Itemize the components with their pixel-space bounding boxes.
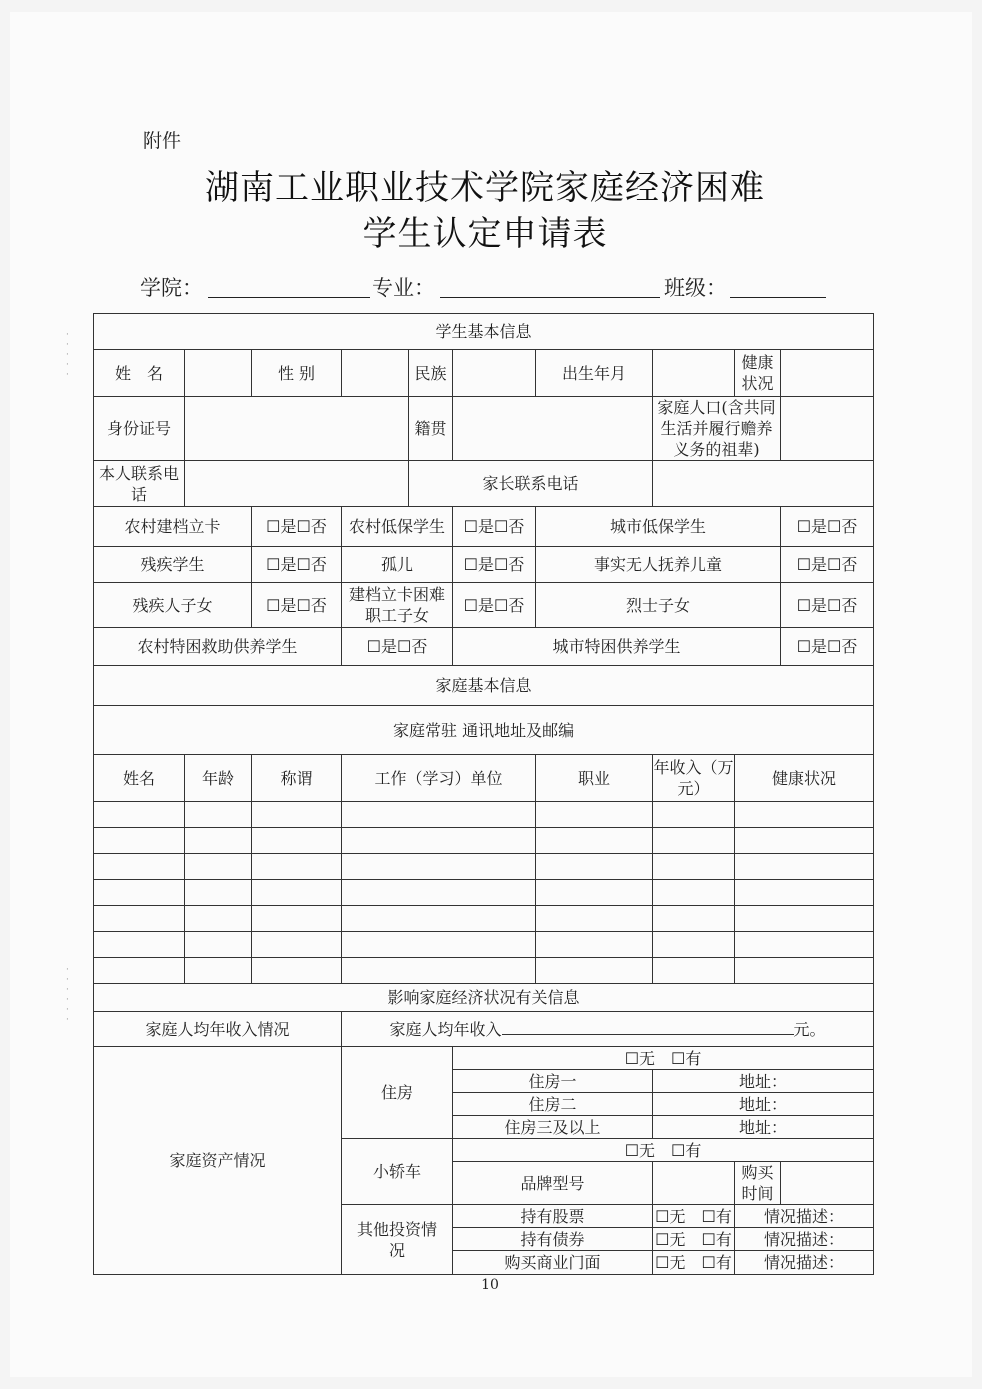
cell[interactable] (252, 958, 342, 984)
house2-label: 住房二 (453, 1093, 653, 1116)
cell[interactable] (735, 958, 874, 984)
cell[interactable] (252, 880, 342, 906)
gender-field[interactable] (342, 350, 409, 397)
name-field[interactable] (185, 350, 252, 397)
native-place-label: 籍贯 (409, 397, 453, 461)
cell[interactable] (536, 880, 653, 906)
family-col-relation: 称谓 (252, 755, 342, 802)
brand-field[interactable] (653, 1162, 735, 1205)
section-family-info: 家庭基本信息 (94, 666, 874, 706)
id-card-field[interactable] (185, 397, 409, 461)
margin-dots: · · · · · · (66, 965, 69, 1025)
cell[interactable] (342, 906, 536, 932)
disabled-parent-checkbox[interactable]: ☐是☐否 (252, 583, 342, 628)
cell[interactable] (653, 932, 735, 958)
table-row (94, 828, 874, 854)
rural-dibao-checkbox[interactable]: ☐是☐否 (453, 507, 536, 547)
family-col-age: 年龄 (185, 755, 252, 802)
cell[interactable] (94, 932, 185, 958)
cell[interactable] (94, 958, 185, 984)
ethnicity-label: 民族 (409, 350, 453, 397)
cell[interactable] (653, 854, 735, 880)
house3-label: 住房三及以上 (453, 1116, 653, 1139)
cell[interactable] (536, 958, 653, 984)
urban-dibao-label: 城市低保学生 (536, 507, 781, 547)
urban-special-checkbox[interactable]: ☐是☐否 (781, 628, 874, 666)
urban-special-label: 城市特困供养学生 (453, 628, 781, 666)
cell[interactable] (735, 880, 874, 906)
orphan-checkbox[interactable]: ☐是☐否 (453, 547, 536, 583)
class-label: 班级： (664, 276, 727, 300)
cell[interactable] (653, 802, 735, 828)
title-line-1: 湖南工业职业技术学院家庭经济困难 (205, 168, 765, 208)
family-col-income: 年收入（万元） (653, 755, 735, 802)
orphan-label: 孤儿 (342, 547, 453, 583)
cell[interactable] (94, 854, 185, 880)
shop-none-have[interactable]: ☐无 ☐有 (653, 1251, 735, 1275)
purchase-time-field[interactable] (781, 1162, 874, 1205)
cell[interactable] (342, 828, 536, 854)
class-field[interactable] (730, 297, 826, 298)
disabled-student-label: 残疾学生 (94, 547, 252, 583)
cell[interactable] (536, 932, 653, 958)
stocks-label: 持有股票 (453, 1205, 653, 1228)
cell[interactable] (342, 932, 536, 958)
cell[interactable] (735, 906, 874, 932)
cell[interactable] (653, 958, 735, 984)
housing-none-have[interactable]: ☐无 ☐有 (453, 1047, 874, 1070)
margin-dots: · · · · · (66, 330, 69, 380)
cell[interactable] (252, 854, 342, 880)
cell[interactable] (252, 906, 342, 932)
cell[interactable] (536, 802, 653, 828)
shop-desc[interactable]: 情况描述： (735, 1251, 874, 1275)
house3-address[interactable]: 地址： (653, 1116, 874, 1139)
cell[interactable] (252, 802, 342, 828)
urban-dibao-checkbox[interactable]: ☐是☐否 (781, 507, 874, 547)
car-none-have[interactable]: ☐无 ☐有 (453, 1139, 874, 1162)
table-row (94, 880, 874, 906)
family-col-occupation: 职业 (536, 755, 653, 802)
contact-label: 本人联系电 话 (94, 461, 185, 507)
native-place-field[interactable] (453, 397, 653, 461)
family-col-name: 姓名 (94, 755, 185, 802)
rural-registered-label: 农村建档立卡 (94, 507, 252, 547)
bonds-label: 持有债券 (453, 1228, 653, 1251)
cell[interactable] (735, 932, 874, 958)
parent-phone-label: 家长联系电话 (409, 461, 653, 507)
bonds-none-have[interactable]: ☐无 ☐有 (653, 1228, 735, 1251)
unsupported-child-label: 事实无人抚养儿童 (536, 547, 781, 583)
poor-worker-child-checkbox[interactable]: ☐是☐否 (453, 583, 536, 628)
rural-special-label: 农村特困救助供养学生 (94, 628, 342, 666)
major-field[interactable] (440, 297, 660, 298)
name-label: 姓 名 (94, 350, 185, 397)
housing-label: 住房 (342, 1047, 453, 1139)
car-label: 小轿车 (342, 1139, 453, 1205)
other-invest-label: 其他投资情 况 (342, 1205, 453, 1275)
martyr-child-label: 烈士子女 (536, 583, 781, 628)
title-line-2: 学生认定申请表 (362, 214, 608, 254)
cell[interactable] (653, 828, 735, 854)
cell[interactable] (342, 802, 536, 828)
house2-address[interactable]: 地址： (653, 1093, 874, 1116)
cell[interactable] (536, 828, 653, 854)
cell[interactable] (185, 906, 252, 932)
purchase-time-label: 购买时间 (735, 1162, 781, 1205)
cell[interactable] (653, 906, 735, 932)
disabled-student-checkbox[interactable]: ☐是☐否 (252, 547, 342, 583)
family-col-health: 健康状况 (735, 755, 874, 802)
application-form-table (93, 313, 874, 1275)
rural-registered-checkbox[interactable]: ☐是☐否 (252, 507, 342, 547)
poor-worker-child-label: 建档立卡困难职工子女 (342, 583, 453, 628)
cell[interactable] (185, 828, 252, 854)
table-row (94, 958, 874, 984)
cell[interactable] (342, 880, 536, 906)
shop-label: 购买商业门面 (453, 1251, 653, 1275)
health-field[interactable] (781, 350, 874, 397)
section-student-info: 学生基本信息 (94, 314, 874, 350)
rural-special-checkbox[interactable]: ☐是☐否 (342, 628, 453, 666)
assets-label: 家庭资产情况 (94, 1047, 342, 1275)
health-label: 健康状况 (735, 350, 781, 397)
cell[interactable] (94, 906, 185, 932)
cell[interactable] (735, 802, 874, 828)
cell[interactable] (536, 906, 653, 932)
cell[interactable] (735, 828, 874, 854)
cell[interactable] (185, 880, 252, 906)
section-economy-info: 影响家庭经济状况有关信息 (94, 984, 874, 1012)
cell[interactable] (94, 802, 185, 828)
cell[interactable] (735, 854, 874, 880)
bonds-desc[interactable]: 情况描述： (735, 1228, 874, 1251)
unsupported-child-checkbox[interactable]: ☐是☐否 (781, 547, 874, 583)
attachment-label: 附件 (143, 130, 182, 152)
house1-address[interactable]: 地址： (653, 1070, 874, 1093)
martyr-child-checkbox[interactable]: ☐是☐否 (781, 583, 874, 628)
household-label: 家庭人口(含共同生活并履行赡养义务的祖辈) (653, 397, 781, 461)
gender-label: 性 别 (252, 350, 342, 397)
cell[interactable] (185, 932, 252, 958)
yuan-label: 元。 (793, 1019, 826, 1039)
cell[interactable] (94, 828, 185, 854)
college-field[interactable] (208, 297, 370, 298)
id-card-label: 身份证号 (94, 397, 185, 461)
college-label: 学院： (140, 276, 203, 300)
birth-field[interactable] (653, 350, 735, 397)
avg-income-text: 家庭人均年收入 (389, 1019, 502, 1039)
brand-label: 品牌型号 (453, 1162, 653, 1205)
stocks-none-have[interactable]: ☐无 ☐有 (653, 1205, 735, 1228)
birth-label: 出生年月 (536, 350, 653, 397)
table-row (94, 932, 874, 958)
ethnicity-field[interactable] (453, 350, 536, 397)
table-row (94, 802, 874, 828)
family-address-field[interactable]: 家庭常驻 通讯地址及邮编 (94, 706, 874, 755)
disabled-parent-label: 残疾人子女 (94, 583, 252, 628)
cell[interactable] (252, 828, 342, 854)
cell[interactable] (185, 854, 252, 880)
contact-field[interactable] (185, 461, 409, 507)
avg-income-field[interactable] (342, 1012, 874, 1047)
cell[interactable] (653, 880, 735, 906)
cell[interactable] (185, 802, 252, 828)
cell[interactable] (185, 958, 252, 984)
stocks-desc[interactable]: 情况描述： (735, 1205, 874, 1228)
rural-dibao-label: 农村低保学生 (342, 507, 453, 547)
table-row (94, 854, 874, 880)
parent-phone-field[interactable] (653, 461, 874, 507)
cell[interactable] (252, 932, 342, 958)
page-number: 10 (481, 1277, 499, 1293)
table-row (94, 906, 874, 932)
cell[interactable] (342, 854, 536, 880)
cell[interactable] (342, 958, 536, 984)
cell[interactable] (94, 880, 185, 906)
major-label: 专业： (372, 276, 435, 300)
household-field[interactable] (781, 397, 874, 461)
family-col-employer: 工作（学习）单位 (342, 755, 536, 802)
avg-income-blank[interactable] (502, 1020, 794, 1035)
house1-label: 住房一 (453, 1070, 653, 1093)
avg-income-label: 家庭人均年收入情况 (94, 1012, 342, 1047)
cell[interactable] (536, 854, 653, 880)
